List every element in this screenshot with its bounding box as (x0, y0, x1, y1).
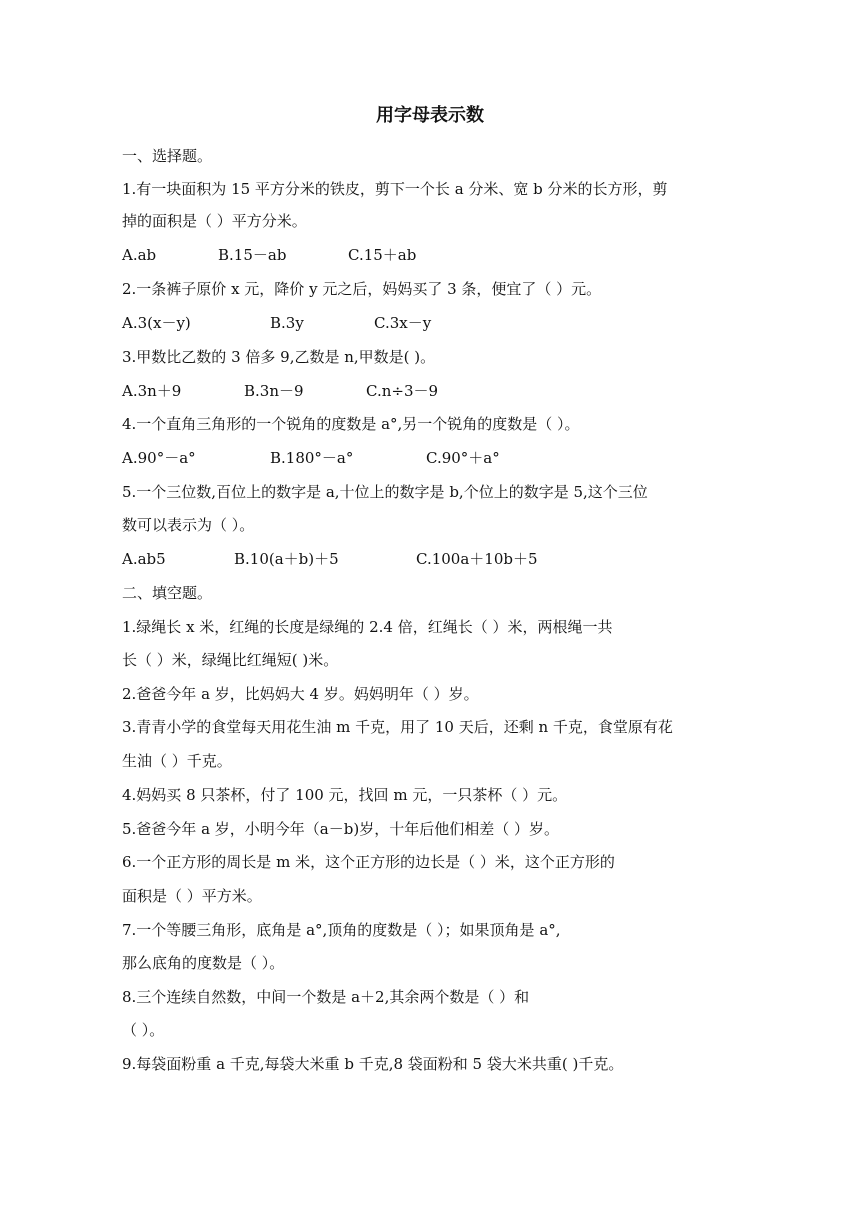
fill-question-5: 5.爸爸今年 a 岁，小明今年（a－b)岁，十年后他们相差（ ）岁。 (122, 820, 559, 838)
question-5-text-cont: 数可以表示为（ ）。 (122, 516, 255, 534)
fill-question-7: 7.一个等腰三角形，底角是 a°,顶角的度数是（ ）；如果顶角是 a°, (122, 921, 561, 939)
option-c: C.3x－y (374, 314, 432, 332)
section-heading-fill: 二、填空题。 (122, 584, 213, 602)
option-b: B.15－ab (218, 246, 287, 264)
question-4-options (122, 447, 742, 469)
question-3-options (122, 380, 742, 402)
fill-question-3: 3.青青小学的食堂每天用花生油 m 千克，用了 10 天后，还剩 n 千克，食堂原有花 (122, 718, 673, 736)
option-c: C.n÷3－9 (366, 382, 439, 400)
option-c: C.15＋ab (348, 246, 417, 264)
page-title: 用字母表示数 (376, 105, 484, 126)
option-a: A.ab (122, 246, 157, 264)
question-3-text: 3.甲数比乙数的 3 倍多 9,乙数是 n,甲数是( )。 (122, 348, 436, 366)
fill-question-8-cont: （ ）。 (122, 1021, 165, 1039)
option-b: B.10(a＋b)＋5 (234, 550, 339, 568)
option-a: A.3(x－y) (122, 314, 191, 332)
option-b: B.3n－9 (244, 382, 304, 400)
question-1-options (122, 244, 742, 266)
option-b: B.180°－a° (270, 449, 354, 467)
fill-question-6-cont: 面积是（ ）平方米。 (122, 887, 262, 905)
fill-question-8: 8.三个连续自然数，中间一个数是 a＋2,其余两个数是（ ）和 (122, 988, 530, 1006)
question-1-text-cont: 掉的面积是（ ）平方分米。 (122, 212, 307, 230)
fill-question-2: 2.爸爸今年 a 岁，比妈妈大 4 岁。妈妈明年（ ）岁。 (122, 685, 479, 703)
fill-question-7-cont: 那么底角的度数是（ ）。 (122, 954, 285, 972)
fill-question-9: 9.每袋面粉重 a 千克,每袋大米重 b 千克,8 袋面粉和 5 袋大米共重( )千克。 (122, 1055, 624, 1073)
option-a: A.90°－a° (122, 449, 196, 467)
question-2-text: 2.一条裤子原价 x 元，降价 y 元之后，妈妈买了 3 条，便宜了（ ）元。 (122, 280, 602, 298)
fill-question-3-cont: 生油（ ）千克。 (122, 752, 232, 770)
option-c: C.90°＋a° (426, 449, 500, 467)
fill-question-1: 1.绿绳长 x 米，红绳的长度是绿绳的 2.4 倍，红绳长（ ）米，两根绳一共 (122, 618, 613, 636)
option-c: C.100a＋10b＋5 (416, 550, 538, 568)
section-heading-choice: 一、选择题。 (122, 147, 213, 165)
fill-question-1-cont: 长（ ）米，绿绳比红绳短( )米。 (122, 651, 339, 669)
question-5-options (122, 548, 742, 570)
option-a: A.3n＋9 (122, 382, 182, 400)
option-a: A.ab5 (122, 550, 166, 568)
question-2-options (122, 312, 742, 334)
fill-question-4: 4.妈妈买 8 只茶杯，付了 100 元，找回 m 元，一只茶杯（ ）元。 (122, 786, 568, 804)
question-5-text: 5.一个三位数,百位上的数字是 a,十位上的数字是 b,个位上的数字是 5,这个三位 (122, 483, 648, 501)
question-1-text: 1.有一块面积为 15 平方分米的铁皮，剪下一个长 a 分米、宽 b 分米的长方形，剪 (122, 180, 668, 198)
question-4-text: 4.一个直角三角形的一个锐角的度数是 a°,另一个锐角的度数是（ ）。 (122, 415, 580, 433)
fill-question-6: 6.一个正方形的周长是 m 米，这个正方形的边长是（ ）米，这个正方形的 (122, 853, 615, 871)
option-b: B.3y (270, 314, 304, 332)
